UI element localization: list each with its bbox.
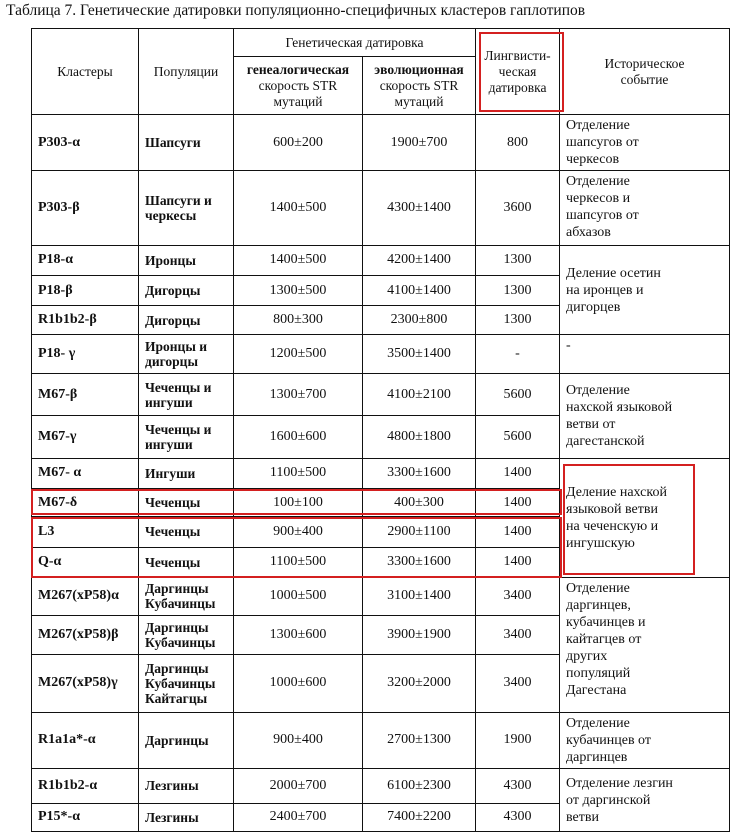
header-linguistic-line1: Лингвисти- [484, 47, 551, 63]
population-cell [139, 712, 234, 768]
cluster-cell: R1b1b2-α [32, 769, 139, 803]
header-linguistic-dating [476, 29, 560, 115]
event-line: черкесов и [566, 191, 631, 207]
event-line: Отделение [566, 118, 630, 133]
evolutionary-dating-cell: 1900±700 [363, 115, 476, 171]
evolutionary-dating-cell: 4800±1800 [363, 415, 476, 458]
genealogical-dating-cell: 1100±500 [234, 458, 363, 488]
historical-event-cell [560, 712, 730, 768]
evolutionary-dating-cell: 6100±2300 [363, 769, 476, 803]
header-populations: Популяции [139, 29, 234, 115]
event-line: черкесов [566, 152, 620, 167]
evolutionary-dating-cell: 2300±800 [363, 306, 476, 335]
header-evolutionary-line1: эволюционная [374, 61, 464, 77]
header-linguistic-line3: датировка [488, 79, 547, 95]
event-line: Деление нахской [566, 484, 667, 500]
linguistic-dating-cell: 1300 [476, 275, 560, 305]
population-cell [139, 655, 234, 712]
genealogical-dating-cell: 100±100 [234, 489, 363, 517]
cluster-cell: P303-β [32, 171, 139, 245]
evolutionary-dating-cell: 4100±2100 [363, 374, 476, 416]
linguistic-dating-cell: 800 [476, 115, 560, 171]
cluster-cell: R1b1b2-β [32, 306, 139, 335]
population-cell [139, 577, 234, 615]
dating-table [31, 28, 730, 832]
population-line: Кубачинцы [145, 596, 216, 612]
header-clusters: Кластеры [32, 29, 139, 115]
event-line: Отделение [566, 382, 630, 398]
table-body [32, 115, 730, 832]
cluster-cell: M67-δ [32, 489, 139, 517]
header-historical-line2: событие [620, 71, 669, 87]
event-line: даргинцев [566, 749, 628, 765]
table-row-m67-beta [32, 374, 730, 416]
linguistic-dating-cell: 1900 [476, 712, 560, 768]
linguistic-dating-cell: 5600 [476, 374, 560, 416]
event-line: ветви [566, 809, 599, 825]
cluster-cell: M67- α [32, 458, 139, 488]
population-line: Кайтагцы [145, 690, 208, 706]
historical-event-cell [560, 115, 730, 171]
event-line: от даргинской [566, 792, 651, 808]
cluster-cell: M267(xP58)β [32, 615, 139, 655]
population-line: Даргинцы [145, 581, 209, 597]
event-line: Отделение [566, 580, 630, 596]
table-row-r1a1a-alpha [32, 712, 730, 768]
evolutionary-dating-cell: 3200±2000 [363, 655, 476, 712]
evolutionary-dating-cell: 2700±1300 [363, 712, 476, 768]
linguistic-dating-cell: 1300 [476, 306, 560, 335]
event-line: на иронцев и [566, 282, 644, 298]
population-cell [139, 245, 234, 275]
population-line: Кубачинцы [145, 634, 216, 650]
population-line: дигорцы [145, 354, 198, 370]
historical-event-cell [560, 769, 730, 832]
genealogical-dating-cell: 1300±600 [234, 615, 363, 655]
genealogical-dating-cell: 900±400 [234, 712, 363, 768]
linguistic-dating-cell: 1300 [476, 245, 560, 275]
event-line: популяций [566, 665, 631, 681]
population-line: Дигорцы [145, 312, 201, 328]
header-evolutionary-line2: скорость STR [379, 77, 459, 93]
table-row-p303-alpha [32, 115, 730, 171]
evolutionary-dating-cell: 4100±1400 [363, 275, 476, 305]
evolutionary-dating-cell: 3900±1900 [363, 615, 476, 655]
cluster-cell: M267(xP58)γ [32, 655, 139, 712]
evolutionary-dating-cell: 4300±1400 [363, 171, 476, 245]
population-cell [139, 769, 234, 803]
cluster-cell: P303-α [32, 115, 139, 171]
population-line: Лезгины [145, 809, 199, 825]
event-line: ветви от [566, 416, 616, 432]
evolutionary-dating-cell: 7400±2200 [363, 803, 476, 831]
genealogical-dating-cell: 2400±700 [234, 803, 363, 831]
population-line: Чеченцы [145, 554, 201, 570]
population-cell [139, 415, 234, 458]
population-line: Чеченцы [145, 524, 201, 540]
population-line: Дигорцы [145, 283, 201, 299]
event-line: Отделение [566, 715, 630, 731]
genealogical-dating-cell: 1300±500 [234, 275, 363, 305]
population-line: Лезгины [145, 778, 199, 794]
table-row-p303-beta [32, 171, 730, 245]
table-row-m67-alpha [32, 458, 730, 488]
population-cell [139, 171, 234, 245]
event-line: языковой ветви [566, 501, 658, 517]
table-caption: Таблица 7. Генетические датировки популяционно-специфичных кластеров гаплотипов [6, 2, 586, 19]
linguistic-dating-cell: 4300 [476, 803, 560, 831]
event-line: Деление осетин [566, 265, 661, 281]
header-genetic-dating: Генетическая датировка [234, 29, 476, 57]
population-line: Даргинцы [145, 619, 209, 635]
population-line: Иронцы и [145, 339, 208, 355]
genealogical-dating-cell: 1000±500 [234, 577, 363, 615]
genealogical-dating-cell: 1400±500 [234, 245, 363, 275]
event-line: ингушскую [566, 535, 635, 551]
header-linguistic-line2: ческая [498, 63, 537, 79]
event-line: абхазов [566, 225, 611, 241]
linguistic-dating-cell: 1400 [476, 458, 560, 488]
event-line: на чеченскую и [566, 518, 659, 534]
population-cell [139, 115, 234, 171]
header-genealogical-line3: мутаций [273, 93, 323, 109]
population-line: Кубачинцы [145, 675, 216, 691]
linguistic-dating-cell: 3400 [476, 615, 560, 655]
cluster-cell: P18- γ [32, 335, 139, 374]
historical-event-cell [560, 335, 730, 374]
population-line: ингуши [145, 436, 193, 452]
population-cell [139, 489, 234, 517]
linguistic-dating-cell: 1400 [476, 547, 560, 577]
event-line: дагестанской [566, 433, 645, 449]
header-genealogical-line1: генеалогическая [246, 61, 350, 77]
event-line: кайтагцев от [566, 631, 642, 647]
header-historical-event [560, 29, 730, 115]
event-line: Отделение лезгин [566, 775, 673, 791]
population-line: Даргинцы [145, 732, 209, 748]
event-line: кубачинцев и [566, 614, 646, 630]
population-cell [139, 547, 234, 577]
genealogical-dating-cell: 1400±500 [234, 171, 363, 245]
event-line: шапсугов от [566, 135, 639, 150]
linguistic-dating-cell: 1400 [476, 517, 560, 547]
population-line: Чеченцы и [145, 421, 212, 437]
linguistic-dating-cell: 3600 [476, 171, 560, 245]
linguistic-dating-cell: 3400 [476, 577, 560, 615]
population-cell [139, 306, 234, 335]
genealogical-dating-cell: 1100±500 [234, 547, 363, 577]
evolutionary-dating-cell: 3300±1600 [363, 458, 476, 488]
population-cell [139, 458, 234, 488]
population-cell [139, 335, 234, 374]
evolutionary-dating-cell: 3500±1400 [363, 335, 476, 374]
linguistic-dating-cell: 3400 [476, 655, 560, 712]
event-line: Отделение [566, 174, 630, 190]
linguistic-dating-cell: 1400 [476, 489, 560, 517]
population-line: Чеченцы и [145, 379, 212, 395]
genealogical-dating-cell: 800±300 [234, 306, 363, 335]
cluster-cell: Q-α [32, 547, 139, 577]
cluster-cell: L3 [32, 517, 139, 547]
population-line: Иронцы [145, 252, 196, 268]
population-cell [139, 517, 234, 547]
historical-event-cell [560, 171, 730, 245]
evolutionary-dating-cell: 400±300 [363, 489, 476, 517]
population-cell [139, 275, 234, 305]
linguistic-dating-cell: 4300 [476, 769, 560, 803]
evolutionary-dating-cell: 4200±1400 [363, 245, 476, 275]
evolutionary-dating-cell: 3100±1400 [363, 577, 476, 615]
event-line: дигорцев [566, 299, 621, 315]
table-row-m267-alpha [32, 577, 730, 615]
genealogical-dating-cell: 1600±600 [234, 415, 363, 458]
event-line: шапсугов от [566, 208, 639, 224]
cluster-cell: M267(xP58)α [32, 577, 139, 615]
population-cell [139, 374, 234, 416]
historical-event-cell [560, 245, 730, 335]
table-row-r1b1b2-alpha [32, 769, 730, 803]
event-line: Дагестана [566, 682, 627, 698]
table-row-p18-gamma [32, 335, 730, 374]
population-cell [139, 803, 234, 831]
table-row-p18-alpha [32, 245, 730, 275]
evolutionary-dating-cell: 2900±1100 [363, 517, 476, 547]
population-line: Чеченцы [145, 495, 201, 511]
evolutionary-dating-cell: 3300±1600 [363, 547, 476, 577]
population-cell [139, 615, 234, 655]
event-line: - [566, 338, 571, 354]
population-line: Даргинцы [145, 660, 209, 676]
cluster-cell: R1a1a*-α [32, 712, 139, 768]
header-historical-line1: Историческое [604, 55, 685, 71]
genealogical-dating-cell: 2000±700 [234, 769, 363, 803]
genealogical-dating-cell: 600±200 [234, 115, 363, 171]
historical-event-cell [560, 577, 730, 712]
population-line: черкесы [145, 208, 197, 224]
header-evolutionary-rate [363, 57, 476, 115]
event-line: нахской языковой [566, 399, 673, 415]
population-line: Шапсуги и [145, 193, 212, 209]
linguistic-dating-cell: 5600 [476, 415, 560, 458]
genealogical-dating-cell: 1000±600 [234, 655, 363, 712]
header-evolutionary-line3: мутаций [394, 93, 444, 109]
cluster-cell: P18-β [32, 275, 139, 305]
population-line: ингуши [145, 394, 193, 410]
genealogical-dating-cell: 1200±500 [234, 335, 363, 374]
cluster-cell: P18-α [32, 245, 139, 275]
cluster-cell: M67-γ [32, 415, 139, 458]
cluster-cell: M67-β [32, 374, 139, 416]
event-line: других [566, 648, 608, 664]
header-genealogical-rate [234, 57, 363, 115]
genealogical-dating-cell: 900±400 [234, 517, 363, 547]
event-line: даргинцев, [566, 597, 631, 613]
cluster-cell: P15*-α [32, 803, 139, 831]
event-line: кубачинцев от [566, 732, 651, 748]
historical-event-cell [560, 374, 730, 459]
population-line: Ингуши [145, 465, 196, 481]
linguistic-dating-cell: - [476, 335, 560, 374]
population-line: Шапсуги [145, 135, 201, 151]
genealogical-dating-cell: 1300±700 [234, 374, 363, 416]
header-genealogical-line2: скорость STR [258, 77, 338, 93]
historical-event-cell [560, 458, 730, 577]
